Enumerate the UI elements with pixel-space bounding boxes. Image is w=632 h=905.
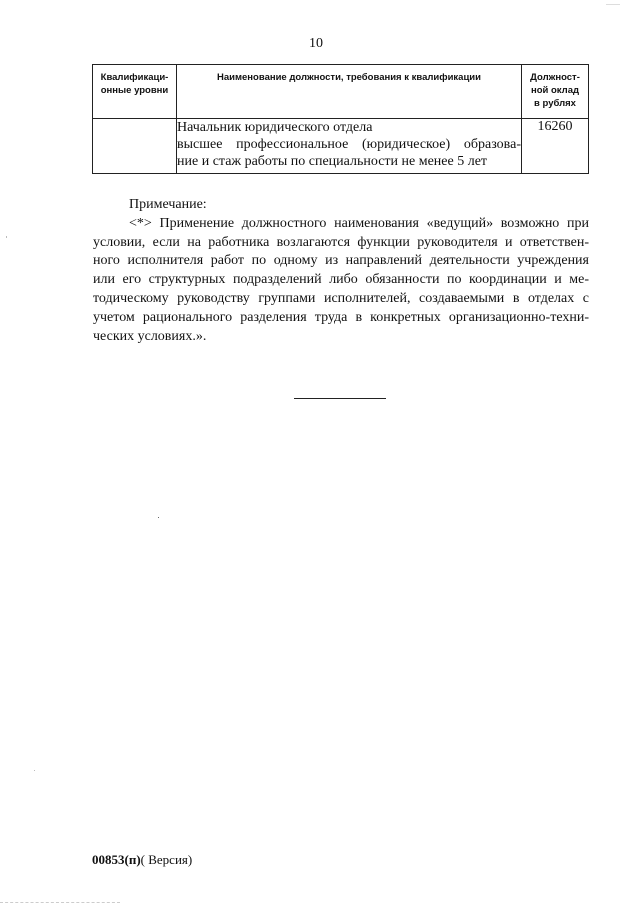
document-code-number: 00853(п) [92,852,141,867]
scan-speck [6,236,7,238]
separator-line [294,398,386,399]
position-line: высшее профессиональное (юридическое) образова- [177,137,521,152]
header-level-line: онные уровни [100,85,169,96]
table-row [93,119,589,174]
note-line: ческих условиях.». [93,328,207,344]
scan-speck [34,770,35,771]
header-salary-line: ной оклад [530,85,580,96]
note-line: или его структурных подразделений либо обязанности по координации и ме- [93,272,589,288]
note-line: тодическому руководству группами исполнителей, создаваемыми в отделах с [93,290,589,306]
scan-mark [0,902,120,903]
position-line: Начальник юридического отдела [177,120,373,135]
cell-level [93,119,177,174]
header-qualification-levels [93,65,177,119]
header-salary-line: Должност- [530,72,580,83]
document-code [92,852,192,868]
header-salary [522,65,589,119]
header-salary-line: в рублях [534,98,576,109]
header-level-line: Квалификаци- [100,72,169,83]
header-position: Наименование должности, требования к квалификации [177,65,522,119]
cell-salary: 16260 [522,119,589,174]
note-block [93,196,589,346]
scan-speck [158,517,159,518]
position-line: ние и стаж работы по специальности не менее 5 лет [177,154,488,169]
table-header-row [93,65,589,119]
document-version: ( Версия) [140,852,193,867]
note-line: <*> Применение должностного наименования «ведущий» возможно при [129,215,589,231]
note-line: учетом рационального разделения труда в конкретных организационно-техни- [93,309,589,325]
qualification-table [92,64,589,174]
scan-mark [606,4,620,5]
note-line: условии, если на работника возлагаются функции руководителя и ответствен- [93,234,589,250]
note-line: ного исполнителя работ по одному из направлений деятельности учреждения [93,253,589,269]
page-number: 10 [309,36,323,51]
cell-position [177,119,522,174]
note-title: Примечание: [129,197,207,212]
